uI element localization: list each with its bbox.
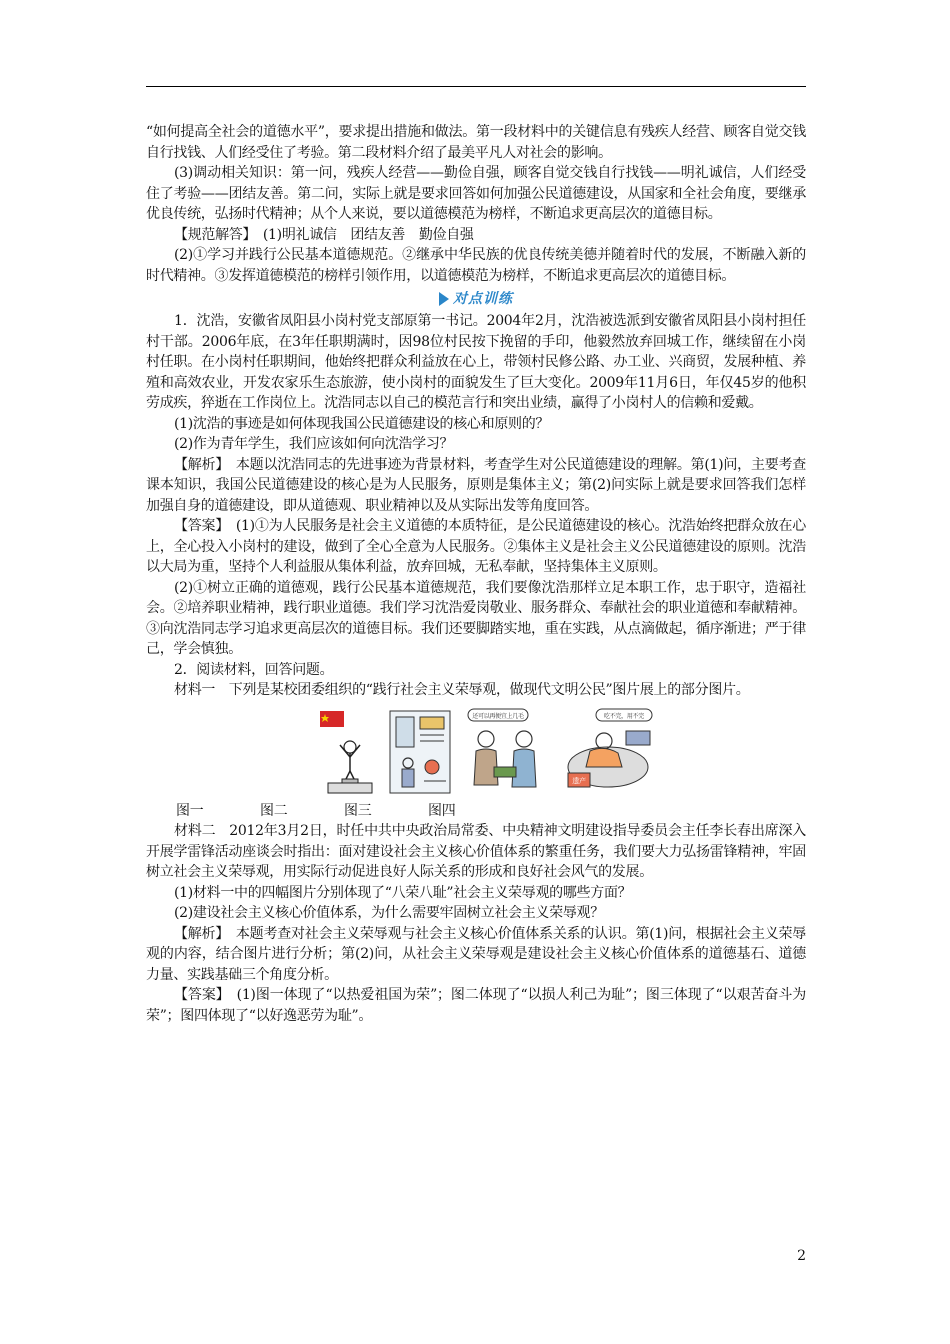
- paragraph: “如何提高全社会的道德水平”，要求提出措施和做法。第一段材料中的关键信息有残疾人经营、顾客自觉交钱自行找钱、人们经受住了考验。第二段材料介绍了最美平凡人对社会的影响。: [146, 124, 806, 161]
- analysis: 【解析】 本题考查对社会主义荣辱观与社会主义核心价值体系关系的认识。第(1)问，根据社会主义荣辱观的内容，结合图片进行分析；第(2)问，从社会主义荣辱观是建设社会主义核心价值体系的道德基石、道德力量、实践基础三个角度分析。: [146, 925, 806, 983]
- figure-2-caption: 图二: [260, 802, 288, 819]
- paragraph: (3)调动相关知识：第一问，残疾人经营——勤俭自强，顾客自觉交钱自行找钱——明礼诚信，人们经受住了考验——团结友善。第二问，实际上就是要求回答如何加强公民道德建设，从国家和全社会角度，要继承优良传统，弘扬时代精神；从个人来说，要以道德模范为榜样，不断追求更高层次的道德目标。: [146, 165, 806, 222]
- answer: (2)①树立正确的道德观，践行公民基本道德规范，我们要像沈浩那样立足本职工作，忠于职守，造福社会。②培养职业精神，践行职业道德。我们学习沈浩爱岗敬业、服务群众、奉献社会的职业道德和奉献精神。③向沈浩同志学习追求更高层次的道德目标。我们还要脚踏实地，重在实践，从点滴做起，循序渐进；严于律己，学会慎独。: [146, 579, 806, 657]
- question-1: 1．沈浩，安徽省凤阳县小岗村党支部原第一书记。2004年2月，沈浩被选派到安徽省凤阳县小岗村担任村干部。2006年底，在3年任职期满时，因98位村民按下挽留的手印，他毅然放弃回城工作，继续留在小岗村任职。在小岗村任职期间，他始终把群众利益放在心上，带领村民修公路、办工业、兴商贸，发展种植、养殖和高效农业，开发农家乐生态旅游，使小岗村的面貌发生了巨大变化。2009年11月6日，年仅45岁的他积劳成疾，猝逝在工作岗位上。沈浩同志以自己的模范言行和突出业绩，赢得了小岗村人的信赖和爱戴。: [146, 313, 806, 411]
- paragraph: (2)①学习并践行公民基本道德规范。②继承中华民族的优良传统美德并随着时代的发展，不断融入新的时代精神。③发挥道德模范的榜样引领作用，以道德模范为榜样，不断追求更高层次的道德目标。: [146, 247, 806, 284]
- material-1: 材料一 下列是某校团委组织的“践行社会主义荣辱观，做现代文明公民”图片展上的部分图片。: [174, 682, 750, 698]
- figure-captions: [176, 801, 806, 822]
- question-2-part-1: (1)材料一中的四幅图片分别体现了“八荣八耻”社会主义荣辱观的哪些方面？: [174, 884, 632, 901]
- header-rule: [146, 86, 806, 87]
- answer: 【答案】 (1)图一体现了“以热爱祖国为荣”；图二体现了“以损人利己为耻”；图三体现了“以艰苦奋斗为荣”；图四体现了“以好逸恶劳为耻”。: [146, 987, 806, 1024]
- question-2-part-2: (2)建设社会主义核心价值体系，为什么需要牢固树立社会主义荣辱观？: [174, 905, 604, 921]
- section-banner: [146, 289, 806, 309]
- figure-3-caption: 图三: [344, 802, 372, 819]
- figure-3-bubble-text: 还可以再便宜上几毛: [472, 712, 524, 720]
- question-1-part-1: (1)沈浩的事迹是如何体现我国公民道德建设的核心和原则的？: [174, 415, 550, 432]
- figure-2-image: [388, 707, 452, 795]
- figure-4-label: 遗产: [572, 776, 586, 785]
- question-2: 2．阅读材料，回答问题。: [174, 661, 334, 678]
- figure-strip: [318, 707, 806, 795]
- page-number: 2: [797, 1248, 806, 1264]
- material-2: 材料二 2012年3月2日，时任中共中央政治局常委、中央精神文明建设指导委员会主任李长春出席深入开展学雷锋活动座谈会时指出：面对建设社会主义核心价值体系的繁重任务，我们要大力弘扬雷锋精神，牢固树立社会主义荣辱观，用实际行动促进良好人际关系的形成和良好社会风气的发展。: [146, 823, 806, 880]
- figure-1-image: [318, 707, 382, 795]
- banner-title: 对点训练: [453, 290, 513, 307]
- figure-3-image: [458, 707, 554, 795]
- figure-4-bubble-text: 吃不完，用不完: [604, 712, 644, 720]
- question-1-part-2: (2)作为青年学生，我们应该如何向沈浩学习？: [174, 436, 454, 452]
- figure-4-image: [560, 707, 656, 795]
- figure-1-caption: 图一: [176, 802, 204, 819]
- answer-heading: 【规范解答】 (1)明礼诚信 团结友善 勤俭自强: [174, 226, 474, 243]
- answer: 【答案】 (1)①为人民服务是社会主义道德的本质特征，是公民道德建设的核心。沈浩始终把群众放在心上，全心投入小岗村的建设，做到了全心全意为人民服务。②集体主义是社会主义公民道德建设的原则。沈浩以大局为重，坚持个人利益服从集体利益，放弃回城，无私奉献，坚持集体主义原则。: [146, 518, 806, 575]
- play-triangle-icon: [439, 292, 449, 306]
- figure-4-caption: 图四: [428, 802, 456, 819]
- analysis: 【解析】 本题以沈浩同志的先进事迹为背景材料，考查学生对公民道德建设的理解。第(1)问，主要考查课本知识，我国公民道德建设的核心是为人民服务，原则是集体主义；第(2)问实际上就是要求回答我们怎样加强自身的道德建设，即从道德观、职业精神以及从实际出发等角度回答。: [146, 456, 806, 514]
- document-body: [146, 122, 806, 1026]
